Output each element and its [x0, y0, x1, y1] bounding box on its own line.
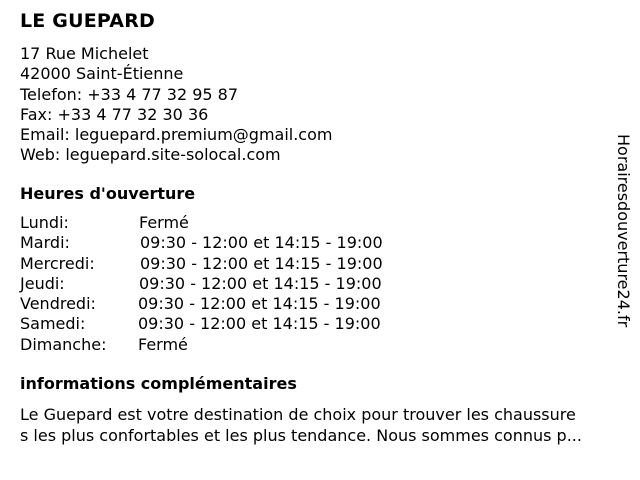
day-label: Dimanche:	[20, 334, 107, 354]
description-text	[20, 404, 632, 446]
hours-value: Fermé	[139, 213, 189, 232]
address-city: 42000 Saint-Étienne	[20, 64, 184, 84]
description-line: Le Guepard est votre destination de choix pour trouver les chaussure	[20, 405, 576, 424]
hours-heading: Heures d'ouverture	[20, 184, 196, 203]
hours-value: 09:30 - 12:00 et 14:15 - 19:00	[139, 273, 382, 293]
website-address: Web: leguepard.site-solocal.com	[20, 145, 281, 165]
fax-number: Fax: +33 4 77 32 30 36	[20, 104, 209, 124]
hours-value: Fermé	[138, 334, 188, 354]
hours-value: 09:30 - 12:00 et 14:15 - 19:00	[140, 233, 383, 253]
info-heading: informations complémentaires	[20, 374, 297, 393]
day-label: Samedi:	[20, 314, 86, 334]
day-label: Jeudi:	[20, 273, 65, 293]
phone-number: Telefon: +33 4 77 32 95 87	[20, 84, 239, 104]
hours-value: 09:30 - 12:00 et 14:15 - 19:00	[138, 314, 381, 334]
day-label: Mercredi:	[20, 253, 95, 273]
hours-value: 09:30 - 12:00 et 14:15 - 19:00	[138, 294, 381, 314]
day-label: Vendredi:	[20, 294, 96, 314]
contact-block	[20, 44, 332, 166]
address-street: 17 Rue Michelet	[20, 44, 149, 63]
day-label: Lundi:	[20, 213, 69, 232]
day-label: Mardi:	[20, 233, 70, 253]
business-name: LE GUEPARD	[20, 10, 155, 32]
email-address: Email: leguepard.premium@gmail.com	[20, 125, 333, 145]
description-line: s les plus confortables et les plus tendance. Nous sommes connus p...	[20, 426, 582, 445]
hours-value: 09:30 - 12:00 et 14:15 - 19:00	[140, 253, 383, 273]
site-watermark: Horairesdouverture24.fr	[614, 134, 633, 328]
